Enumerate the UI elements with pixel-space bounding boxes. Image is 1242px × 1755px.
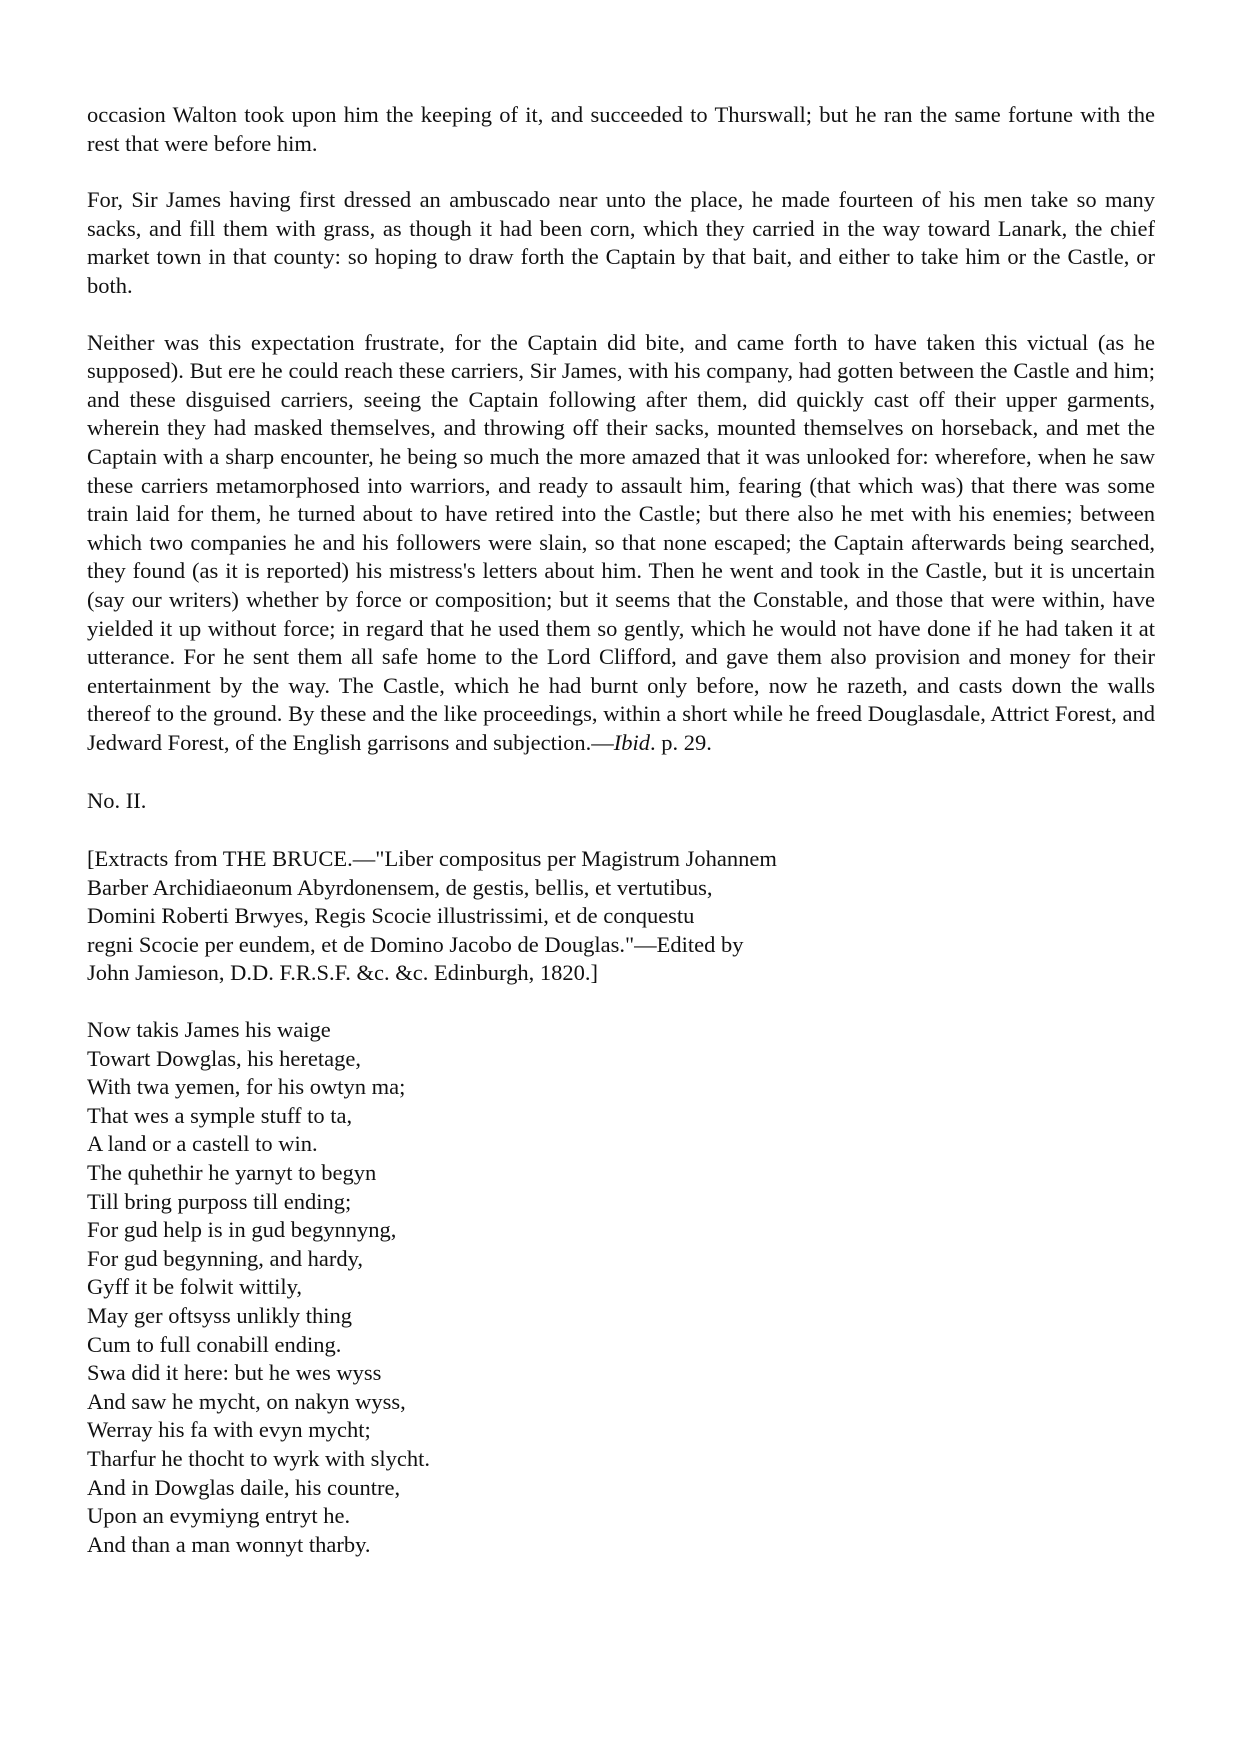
verse-line: Swa did it here: but he wes wyss	[87, 1360, 382, 1386]
extract-line: John Jamieson, D.D. F.R.S.F. &c. &c. Edinburgh, 1820.]	[87, 960, 598, 986]
verse-line: Upon an evymiyng entryt he.	[87, 1503, 351, 1529]
verse-line: Gyff it be folwit wittily,	[87, 1274, 302, 1300]
paragraph-walton: occasion Walton took upon him the keeping of it, and succeeded to Thurswall; but he ran the same fortune with the rest that were before him.	[87, 102, 1155, 156]
citation-ibid: Ibid	[613, 729, 651, 755]
paragraph-ambuscado: For, Sir James having first dressed an ambuscado near unto the place, he made fourteen of his men take so many sacks, and fill them with grass, as though it had been corn, which they carried in the way toward Lanark, the chief market town in that county: so hoping to draw forth the Captain by that bait, and either to take him or the Castle, or both.	[87, 187, 1155, 298]
verse-line: Cum to full conabill ending.	[87, 1331, 342, 1357]
extract-line: Barber Archidiaeonum Abyrdonensem, de gestis, bellis, et vertutibus,	[87, 874, 713, 900]
extract-line: Domini Roberti Brwyes, Regis Scocie illustrissimi, et de conquestu	[87, 903, 695, 929]
section-heading: No. II.	[87, 788, 147, 814]
verse-line: Werray his fa with evyn mycht;	[87, 1417, 371, 1443]
verse-line: May ger oftsyss unlikly thing	[87, 1302, 352, 1328]
verse-line: And saw he mycht, on nakyn wyss,	[87, 1388, 406, 1414]
paragraph-captain-text: Neither was this expectation frustrate, for the Captain did bite, and came forth to have taken this victual (as he supposed). But ere he could reach these carriers, Sir James, with his company, had gotten between the Castle and him; and these disguised carriers, seeing the Captain following after them, did quickly cast off their upper garments, wherein they had masked themselves, and throwing off their sacks, mounted themselves on horseback, and met the Captain with a sharp encounter, he being so much the more amazed that it was unlooked for: wherefore, when he saw these carriers metamorphosed into warriors, and ready to assault him, fearing (that which was) that there was some train laid for them, he turned about to have retired into the Castle; but there also he met with his enemies; between which two companies he and his followers were slain, so that none escaped; the Captain afterwards being searched, they found (as it is reported) his mistress's letters about him. Then he went and took in the Castle, but it is uncertain (say our writers) whether by force or composition; but it seems that the Constable, and those that were within, have yielded it up without force; in regard that he used them so gently, which he would not have done if he had taken it at utterance. For he sent them all safe home to the Lord Clifford, and gave them also provision and money for their entertainment by the way. The Castle, which he had burnt only before, now he razeth, and casts down the walls thereof to the ground. By these and the like proceedings, within a short while he freed Douglasdale, Attrict Forest, and Jedward Forest, of the English garrisons and subjection.—	[87, 329, 1155, 755]
paragraph-captain	[87, 329, 1155, 758]
verse-line: The quhethir he yarnyt to begyn	[87, 1160, 377, 1185]
verse-line: For gud begynning, and hardy,	[87, 1245, 363, 1271]
verse-line: A land or a castell to win.	[87, 1131, 318, 1157]
verse-line: With twa yemen, for his owtyn ma;	[87, 1074, 406, 1100]
extract-note	[87, 845, 1155, 988]
citation-page: . p. 29.	[650, 729, 712, 755]
extract-line: [Extracts from THE BRUCE.—"Liber compositus per Magistrum Johannem	[87, 846, 777, 872]
verse-line: And than a man wonnyt tharby.	[87, 1531, 371, 1557]
verse-line: For gud help is in gud begynnyng,	[87, 1217, 397, 1243]
extract-line: regni Scocie per eundem, et de Domino Jacobo de Douglas."—Edited by	[87, 931, 744, 957]
document-page	[87, 101, 1155, 1559]
verse-block	[87, 1016, 1155, 1559]
verse-line: Tharfur he thocht to wyrk with slycht.	[87, 1445, 431, 1471]
verse-line: That wes a symple stuff to ta,	[87, 1102, 353, 1128]
verse-line: Till bring purposs till ending;	[87, 1188, 352, 1214]
verse-line: And in Dowglas daile, his countre,	[87, 1474, 401, 1500]
verse-line: Now takis James his waige	[87, 1017, 331, 1043]
verse-line: Towart Dowglas, his heretage,	[87, 1045, 361, 1071]
